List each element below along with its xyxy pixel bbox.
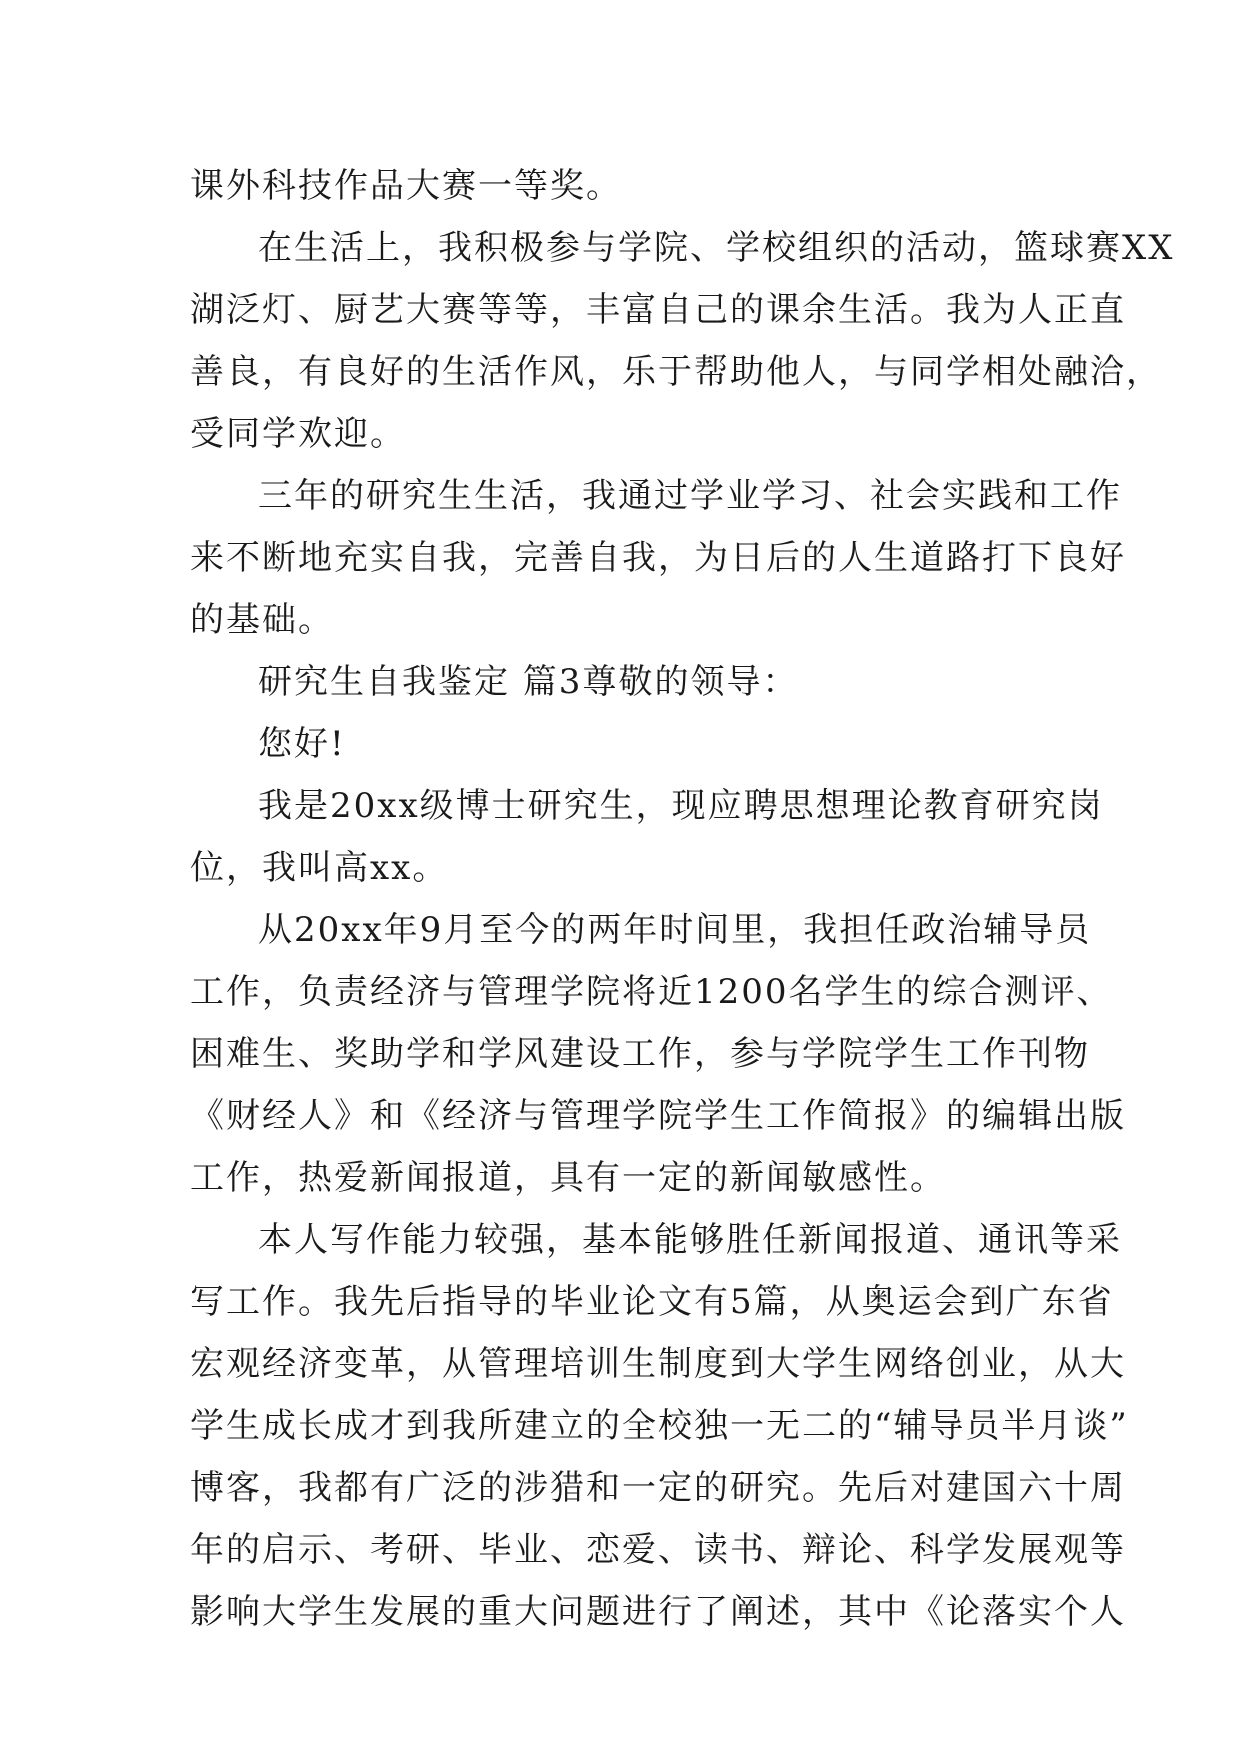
text-line: 受同学欢迎。 [190, 414, 406, 454]
text-line: 湖泛灯、厨艺大赛等等，丰富自己的课余生活。我为人正直 [190, 290, 1126, 330]
document-body [190, 155, 1175, 1643]
text-line: 学生成长成才到我所建立的全校独一无二的“辅导员半月谈” [190, 1406, 1129, 1446]
text-line: 年的启示、考研、毕业、恋爱、读书、辩论、科学发展观等 [190, 1530, 1126, 1570]
text-line: 善良，有良好的生活作风，乐于帮助他人，与同学相处融洽， [190, 352, 1162, 392]
text-line: 宏观经济变革，从管理培训生制度到大学生网络创业，从大 [190, 1344, 1126, 1384]
text-line: 《财经人》和《经济与管理学院学生工作简报》的编辑出版 [190, 1096, 1126, 1136]
text-line: 工作，负责经济与管理学院将近1200名学生的综合测评、 [190, 972, 1113, 1012]
text-line: 工作，热爱新闻报道，具有一定的新闻敏感性。 [190, 1158, 946, 1198]
text-line: 写工作。我先后指导的毕业论文有5篇，从奥运会到广东省 [190, 1282, 1114, 1322]
text-line: 来不断地充实自我，完善自我，为日后的人生道路打下良好 [190, 538, 1126, 578]
greeting-line: 您好! [258, 724, 346, 764]
paragraph-start-line: 在生活上，我积极参与学院、学校组织的活动，篮球赛XX [258, 228, 1175, 268]
paragraph-start-line: 三年的研究生生活，我通过学业学习、社会实践和工作 [258, 476, 1122, 516]
text-line: 困难生、奖助学和学风建设工作，参与学院学生工作刊物 [190, 1034, 1090, 1074]
paragraph-start-line: 本人写作能力较强，基本能够胜任新闻报道、通讯等采 [258, 1220, 1122, 1260]
section-heading-line: 研究生自我鉴定 篇3尊敬的领导： [258, 662, 799, 702]
text-line: 的基础。 [190, 600, 334, 640]
paragraph-start-line: 我是20xx级博士研究生，现应聘思想理论教育研究岗 [258, 786, 1104, 826]
paragraph-start-line: 从20xx年9月至今的两年时间里，我担任政治辅导员 [258, 910, 1092, 950]
text-line: 影响大学生发展的重大问题进行了阐述，其中《论落实个人 [190, 1592, 1126, 1632]
text-line: 博客，我都有广泛的涉猎和一定的研究。先后对建国六十周 [190, 1468, 1126, 1508]
text-line: 课外科技作品大赛一等奖。 [190, 166, 622, 206]
text-line: 位，我叫高xx。 [190, 848, 449, 888]
